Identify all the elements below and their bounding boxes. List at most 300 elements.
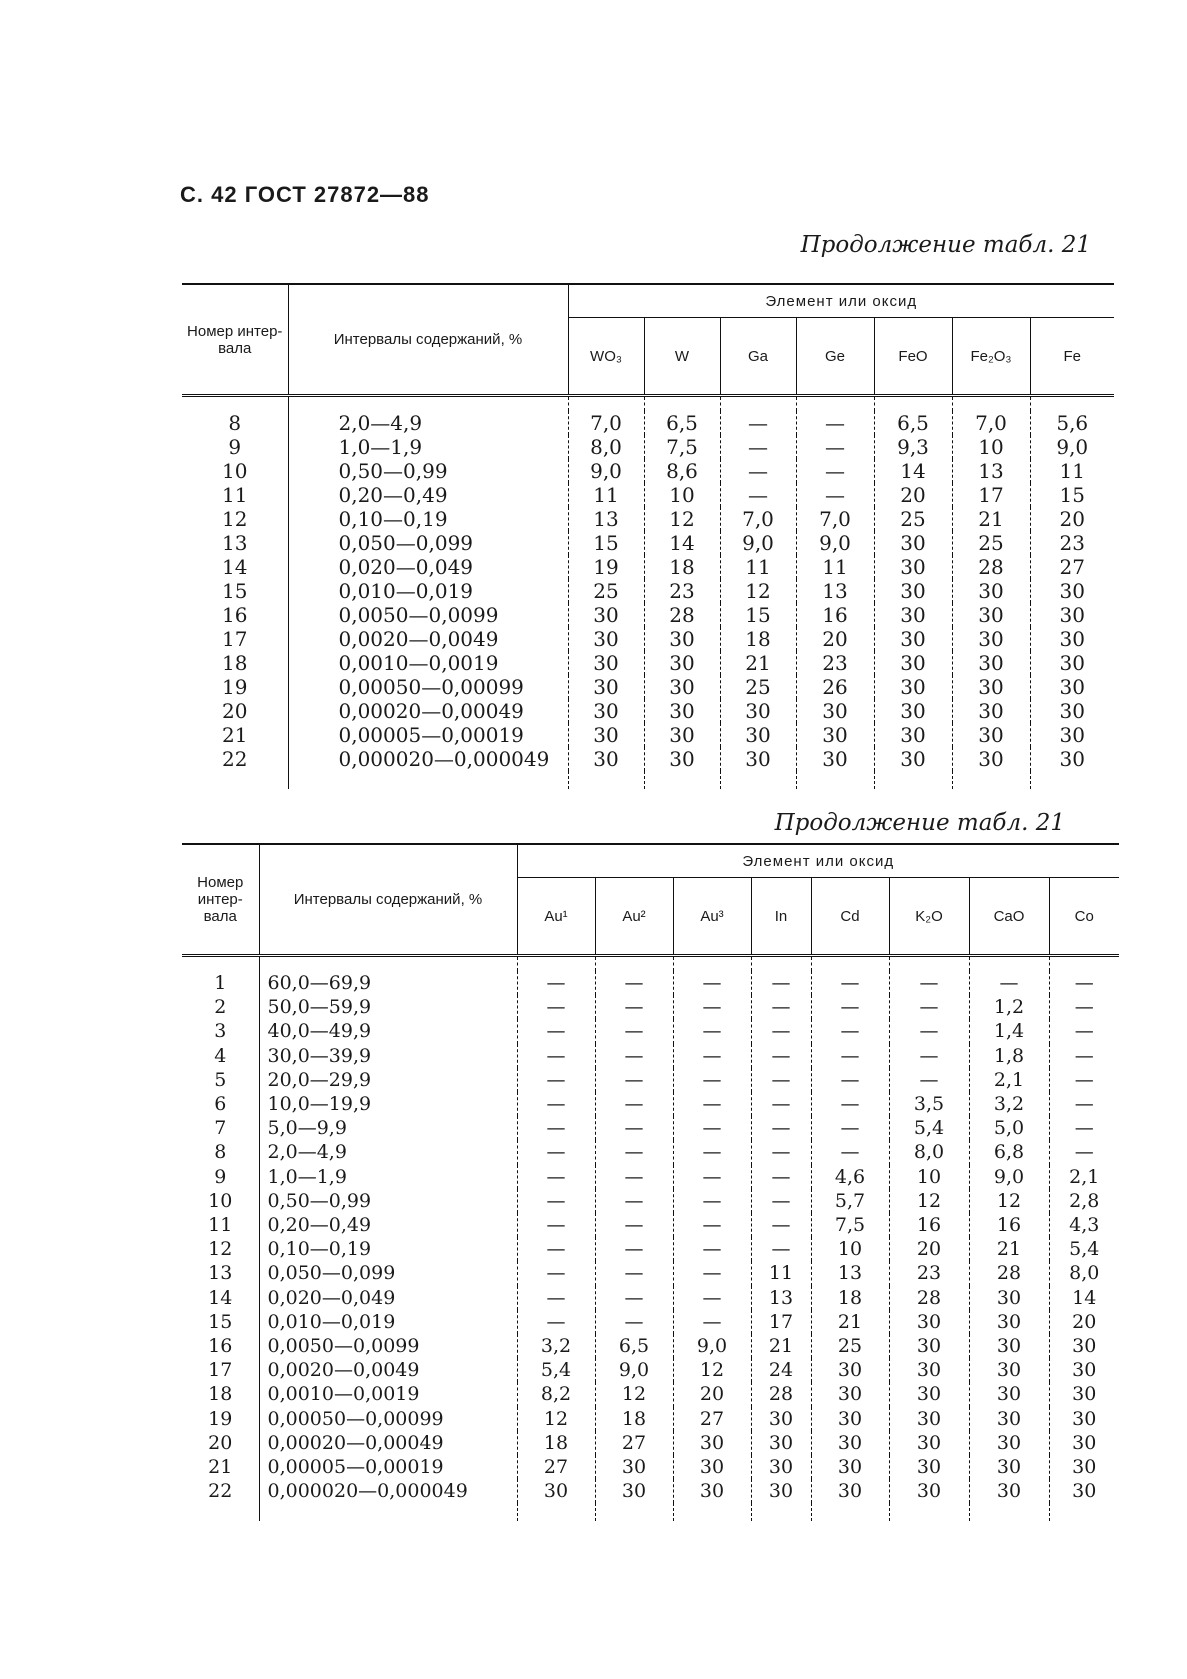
- table-row: [182, 603, 1114, 627]
- value-cell: 20: [874, 483, 952, 507]
- interval-number: 8: [228, 411, 242, 435]
- interval-range: 0,00005—0,00019: [288, 723, 568, 747]
- table-row: [182, 1116, 1119, 1140]
- table-row: [182, 411, 1114, 435]
- value-cell: —: [517, 1140, 595, 1164]
- value-cell: 30: [568, 747, 644, 771]
- col-header-range: Интервалы содержаний, %: [288, 284, 568, 396]
- value-cell: —: [673, 1044, 751, 1068]
- value-cell: 1,2: [969, 995, 1049, 1019]
- value-cell: —: [595, 1286, 673, 1310]
- value-cell: 30: [969, 1286, 1049, 1310]
- interval-range: 0,010—0,019: [288, 579, 568, 603]
- interval-number: 11: [222, 483, 248, 507]
- value-cell: —: [673, 1189, 751, 1213]
- interval-range: 0,10—0,19: [288, 507, 568, 531]
- value-cell: —: [811, 1019, 889, 1043]
- value-cell: 2,8: [1049, 1189, 1119, 1213]
- value-cell: —: [1049, 1019, 1119, 1043]
- value-cell: 3,2: [969, 1092, 1049, 1116]
- value-cell: —: [811, 1116, 889, 1140]
- value-cell: 30: [568, 627, 644, 651]
- interval-range: 1,0—1,9: [288, 435, 568, 459]
- value-cell: —: [673, 1310, 751, 1334]
- value-cell: 16: [796, 603, 874, 627]
- value-cell: 30: [889, 1382, 969, 1406]
- value-cell: —: [517, 1044, 595, 1068]
- value-cell: 30: [969, 1310, 1049, 1334]
- value-cell: 19: [568, 555, 644, 579]
- value-cell: 30: [1049, 1479, 1119, 1503]
- value-cell: —: [595, 1165, 673, 1189]
- value-cell: 9,0: [720, 531, 796, 555]
- value-cell: 7,0: [952, 411, 1030, 435]
- col-header-element: Ge: [796, 318, 874, 396]
- value-cell: 30: [644, 651, 720, 675]
- value-cell: 27: [595, 1431, 673, 1455]
- value-cell: 30: [969, 1455, 1049, 1479]
- value-cell: 30: [1049, 1382, 1119, 1406]
- col-header-element: Au¹: [517, 878, 595, 956]
- table-row: [182, 1407, 1119, 1431]
- interval-range: 30,0—39,9: [259, 1044, 517, 1068]
- interval-number: 18: [222, 651, 248, 675]
- value-cell: 15: [568, 531, 644, 555]
- value-cell: —: [595, 995, 673, 1019]
- interval-number: 16: [222, 603, 248, 627]
- value-cell: —: [1049, 1068, 1119, 1092]
- table-row: [182, 1019, 1119, 1043]
- value-cell: —: [517, 1310, 595, 1334]
- value-cell: 30: [889, 1455, 969, 1479]
- value-cell: —: [751, 1140, 811, 1164]
- value-cell: 11: [720, 555, 796, 579]
- value-cell: —: [595, 971, 673, 995]
- value-cell: 30: [1030, 675, 1114, 699]
- value-cell: —: [517, 971, 595, 995]
- table-row: [182, 579, 1114, 603]
- interval-range: 2,0—4,9: [259, 1140, 517, 1164]
- value-cell: 30: [952, 675, 1030, 699]
- interval-number: 3: [214, 1020, 227, 1043]
- value-cell: 8,2: [517, 1382, 595, 1406]
- value-cell: 30: [1030, 747, 1114, 771]
- value-cell: 11: [796, 555, 874, 579]
- value-cell: 30: [969, 1407, 1049, 1431]
- value-cell: 30: [969, 1479, 1049, 1503]
- table-row: [182, 747, 1114, 771]
- value-cell: —: [673, 1286, 751, 1310]
- value-cell: —: [517, 1286, 595, 1310]
- value-cell: —: [811, 995, 889, 1019]
- interval-range: 5,0—9,9: [259, 1116, 517, 1140]
- value-cell: 30: [673, 1479, 751, 1503]
- col-header-element: WO₃: [568, 318, 644, 396]
- value-cell: —: [796, 411, 874, 435]
- table-row: [182, 1310, 1119, 1334]
- value-cell: 6,5: [644, 411, 720, 435]
- table-row: [182, 1455, 1119, 1479]
- interval-range: 40,0—49,9: [259, 1019, 517, 1043]
- value-cell: —: [517, 1213, 595, 1237]
- value-cell: —: [673, 1237, 751, 1261]
- interval-number: 11: [208, 1214, 233, 1237]
- interval-number: 22: [222, 747, 248, 771]
- value-cell: —: [751, 1044, 811, 1068]
- value-cell: 30: [952, 723, 1030, 747]
- value-cell: —: [1049, 1092, 1119, 1116]
- interval-number: 14: [208, 1286, 233, 1309]
- value-cell: —: [595, 1140, 673, 1164]
- value-cell: —: [751, 1237, 811, 1261]
- value-cell: 28: [889, 1286, 969, 1310]
- table-row: [182, 555, 1114, 579]
- value-cell: 30: [595, 1479, 673, 1503]
- value-cell: 30: [796, 747, 874, 771]
- value-cell: 30: [889, 1479, 969, 1503]
- interval-number: 10: [222, 459, 248, 483]
- interval-range: 60,0—69,9: [259, 971, 517, 995]
- value-cell: —: [1049, 995, 1119, 1019]
- value-cell: 9,0: [796, 531, 874, 555]
- value-cell: 27: [517, 1455, 595, 1479]
- value-cell: 30: [568, 699, 644, 723]
- value-cell: 8,0: [1049, 1261, 1119, 1285]
- table-row: [182, 1068, 1119, 1092]
- value-cell: 7,5: [811, 1213, 889, 1237]
- value-cell: 30: [568, 675, 644, 699]
- col-header-element: Fe₂O₃: [952, 318, 1030, 396]
- interval-range: 0,0050—0,0099: [288, 603, 568, 627]
- value-cell: 9,0: [673, 1334, 751, 1358]
- value-cell: 30: [889, 1431, 969, 1455]
- value-cell: —: [673, 1116, 751, 1140]
- value-cell: 30: [874, 723, 952, 747]
- table-row: [182, 1189, 1119, 1213]
- value-cell: —: [517, 1019, 595, 1043]
- value-cell: 11: [1030, 459, 1114, 483]
- col-header-element: W: [644, 318, 720, 396]
- value-cell: 28: [952, 555, 1030, 579]
- interval-range: 0,0010—0,0019: [288, 651, 568, 675]
- value-cell: 30: [969, 1358, 1049, 1382]
- value-cell: 30: [874, 555, 952, 579]
- value-cell: 30: [673, 1455, 751, 1479]
- value-cell: 27: [673, 1407, 751, 1431]
- value-cell: 17: [952, 483, 1030, 507]
- table-row: [182, 723, 1114, 747]
- interval-range: 1,0—1,9: [259, 1165, 517, 1189]
- value-cell: 21: [720, 651, 796, 675]
- value-cell: —: [1049, 971, 1119, 995]
- interval-range: 0,20—0,49: [259, 1213, 517, 1237]
- table-row: [182, 995, 1119, 1019]
- table-row: [182, 627, 1114, 651]
- value-cell: 1,4: [969, 1019, 1049, 1043]
- value-cell: 30: [644, 747, 720, 771]
- value-cell: —: [751, 1068, 811, 1092]
- value-cell: 4,6: [811, 1165, 889, 1189]
- value-cell: 18: [644, 555, 720, 579]
- value-cell: —: [751, 1165, 811, 1189]
- value-cell: 13: [751, 1286, 811, 1310]
- value-cell: 20: [796, 627, 874, 651]
- value-cell: 5,4: [517, 1358, 595, 1382]
- value-cell: 30: [720, 723, 796, 747]
- value-cell: 15: [1030, 483, 1114, 507]
- value-cell: 30: [952, 579, 1030, 603]
- value-cell: —: [517, 1165, 595, 1189]
- interval-number: 18: [208, 1383, 233, 1406]
- value-cell: —: [796, 483, 874, 507]
- interval-range: 0,50—0,99: [259, 1189, 517, 1213]
- value-cell: —: [673, 1165, 751, 1189]
- interval-number: 13: [222, 531, 248, 555]
- value-cell: 5,7: [811, 1189, 889, 1213]
- interval-number: 21: [222, 723, 248, 747]
- table-row: [182, 1382, 1119, 1406]
- value-cell: —: [595, 1310, 673, 1334]
- value-cell: 12: [595, 1382, 673, 1406]
- value-cell: 21: [969, 1237, 1049, 1261]
- value-cell: —: [889, 1044, 969, 1068]
- interval-range: 2,0—4,9: [288, 411, 568, 435]
- value-cell: 30: [952, 627, 1030, 651]
- value-cell: 14: [874, 459, 952, 483]
- table2-caption: Продолжение табл. 21: [774, 810, 1065, 836]
- value-cell: 30: [889, 1334, 969, 1358]
- value-cell: 11: [568, 483, 644, 507]
- value-cell: —: [673, 1019, 751, 1043]
- value-cell: —: [811, 1068, 889, 1092]
- value-cell: 5,6: [1030, 411, 1114, 435]
- value-cell: 20: [889, 1237, 969, 1261]
- value-cell: —: [811, 1044, 889, 1068]
- col-header-element: FeO: [874, 318, 952, 396]
- interval-number: 7: [214, 1117, 227, 1140]
- table-row: [182, 1479, 1119, 1503]
- value-cell: —: [889, 1068, 969, 1092]
- value-cell: 8,0: [568, 435, 644, 459]
- value-cell: —: [673, 1092, 751, 1116]
- value-cell: 30: [720, 699, 796, 723]
- value-cell: —: [751, 1213, 811, 1237]
- col-header-number: Номер интер-вала: [182, 284, 288, 396]
- value-cell: —: [595, 1068, 673, 1092]
- value-cell: —: [889, 995, 969, 1019]
- value-cell: 30: [811, 1382, 889, 1406]
- interval-number: 4: [214, 1044, 227, 1067]
- value-cell: —: [517, 1189, 595, 1213]
- value-cell: —: [595, 1213, 673, 1237]
- col-header-range: Интервалы содержаний, %: [259, 844, 517, 956]
- value-cell: 5,4: [1049, 1237, 1119, 1261]
- table-row: [182, 1334, 1119, 1358]
- value-cell: 9,0: [595, 1358, 673, 1382]
- table-row: [182, 1261, 1119, 1285]
- interval-range: 0,20—0,49: [288, 483, 568, 507]
- interval-range: 0,00050—0,00099: [259, 1407, 517, 1431]
- interval-range: 0,010—0,019: [259, 1310, 517, 1334]
- value-cell: 5,4: [889, 1116, 969, 1140]
- value-cell: 9,3: [874, 435, 952, 459]
- value-cell: —: [811, 1140, 889, 1164]
- col-header-element: Cd: [811, 878, 889, 956]
- value-cell: 25: [720, 675, 796, 699]
- value-cell: 30: [1049, 1407, 1119, 1431]
- value-cell: 9,0: [969, 1165, 1049, 1189]
- value-cell: 30: [811, 1479, 889, 1503]
- value-cell: 20: [673, 1382, 751, 1406]
- value-cell: —: [595, 1116, 673, 1140]
- interval-number: 14: [222, 555, 248, 579]
- interval-number: 12: [208, 1238, 233, 1261]
- interval-number: 9: [228, 435, 242, 459]
- value-cell: 4,3: [1049, 1213, 1119, 1237]
- table-row: [182, 507, 1114, 531]
- value-cell: 3,2: [517, 1334, 595, 1358]
- interval-range: 10,0—19,9: [259, 1092, 517, 1116]
- interval-number: 22: [208, 1480, 233, 1503]
- value-cell: 30: [568, 723, 644, 747]
- interval-number: 12: [222, 507, 248, 531]
- value-cell: 3,5: [889, 1092, 969, 1116]
- value-cell: —: [796, 459, 874, 483]
- value-cell: 1,8: [969, 1044, 1049, 1068]
- value-cell: 7,0: [796, 507, 874, 531]
- value-cell: —: [751, 995, 811, 1019]
- value-cell: 11: [751, 1261, 811, 1285]
- value-cell: 30: [889, 1358, 969, 1382]
- interval-range: 0,50—0,99: [288, 459, 568, 483]
- value-cell: 30: [1030, 651, 1114, 675]
- value-cell: 12: [889, 1189, 969, 1213]
- interval-range: 0,000020—0,000049: [259, 1479, 517, 1503]
- value-cell: —: [720, 483, 796, 507]
- interval-range: 0,0020—0,0049: [259, 1358, 517, 1382]
- value-cell: 10: [811, 1237, 889, 1261]
- col-header-element: Ga: [720, 318, 796, 396]
- interval-number: 20: [222, 699, 248, 723]
- value-cell: 30: [874, 579, 952, 603]
- value-cell: 25: [952, 531, 1030, 555]
- value-cell: 30: [874, 747, 952, 771]
- value-cell: 18: [811, 1286, 889, 1310]
- table-row: [182, 651, 1114, 675]
- value-cell: 30: [889, 1310, 969, 1334]
- col-header-element: In: [751, 878, 811, 956]
- value-cell: 30: [751, 1455, 811, 1479]
- value-cell: 6,8: [969, 1140, 1049, 1164]
- value-cell: —: [751, 1116, 811, 1140]
- value-cell: 20: [1030, 507, 1114, 531]
- value-cell: —: [796, 435, 874, 459]
- value-cell: 6,5: [874, 411, 952, 435]
- value-cell: 30: [644, 723, 720, 747]
- table-row: [182, 459, 1114, 483]
- value-cell: 14: [1049, 1286, 1119, 1310]
- value-cell: —: [969, 971, 1049, 995]
- value-cell: 30: [1049, 1431, 1119, 1455]
- value-cell: 12: [673, 1358, 751, 1382]
- interval-range: 50,0—59,9: [259, 995, 517, 1019]
- interval-number: 21: [208, 1456, 233, 1479]
- interval-range: 0,00005—0,00019: [259, 1455, 517, 1479]
- value-cell: —: [595, 1237, 673, 1261]
- value-cell: 13: [811, 1261, 889, 1285]
- value-cell: 30: [1049, 1455, 1119, 1479]
- table-2: [182, 843, 1119, 1521]
- value-cell: 2,1: [969, 1068, 1049, 1092]
- value-cell: 30: [811, 1358, 889, 1382]
- value-cell: —: [720, 459, 796, 483]
- value-cell: 20: [1049, 1310, 1119, 1334]
- interval-range: 0,00020—0,00049: [259, 1431, 517, 1455]
- value-cell: —: [673, 1068, 751, 1092]
- interval-range: 0,0010—0,0019: [259, 1382, 517, 1406]
- value-cell: 18: [595, 1407, 673, 1431]
- value-cell: —: [811, 971, 889, 995]
- value-cell: 12: [720, 579, 796, 603]
- value-cell: 6,5: [595, 1334, 673, 1358]
- value-cell: 30: [644, 627, 720, 651]
- interval-number: 15: [222, 579, 248, 603]
- value-cell: 30: [874, 651, 952, 675]
- table-row: [182, 1286, 1119, 1310]
- value-cell: 30: [796, 699, 874, 723]
- value-cell: —: [751, 971, 811, 995]
- interval-number: 16: [208, 1335, 233, 1358]
- value-cell: 12: [644, 507, 720, 531]
- value-cell: 25: [811, 1334, 889, 1358]
- value-cell: 30: [720, 747, 796, 771]
- value-cell: 30: [1030, 627, 1114, 651]
- value-cell: 30: [952, 747, 1030, 771]
- table-row: [182, 1092, 1119, 1116]
- value-cell: 13: [952, 459, 1030, 483]
- value-cell: —: [517, 1116, 595, 1140]
- table-row: [182, 1140, 1119, 1164]
- interval-number: 13: [208, 1262, 233, 1285]
- value-cell: 25: [874, 507, 952, 531]
- value-cell: 23: [644, 579, 720, 603]
- table-row: [182, 1044, 1119, 1068]
- value-cell: 10: [889, 1165, 969, 1189]
- interval-number: 10: [208, 1189, 233, 1212]
- value-cell: 30: [595, 1455, 673, 1479]
- value-cell: 30: [644, 675, 720, 699]
- interval-range: 20,0—29,9: [259, 1068, 517, 1092]
- value-cell: 30: [1030, 579, 1114, 603]
- table-row: [182, 699, 1114, 723]
- value-cell: —: [517, 1261, 595, 1285]
- interval-number: 5: [214, 1068, 227, 1091]
- interval-range: 0,050—0,099: [259, 1261, 517, 1285]
- value-cell: 30: [969, 1382, 1049, 1406]
- table-row: [182, 531, 1114, 555]
- value-cell: 30: [568, 603, 644, 627]
- value-cell: 30: [874, 699, 952, 723]
- value-cell: —: [517, 1068, 595, 1092]
- value-cell: 21: [751, 1334, 811, 1358]
- value-cell: —: [889, 971, 969, 995]
- value-cell: —: [1049, 1116, 1119, 1140]
- table-row: [182, 483, 1114, 507]
- value-cell: —: [595, 1189, 673, 1213]
- table-row: [182, 971, 1119, 995]
- value-cell: 8,0: [889, 1140, 969, 1164]
- value-cell: 12: [517, 1407, 595, 1431]
